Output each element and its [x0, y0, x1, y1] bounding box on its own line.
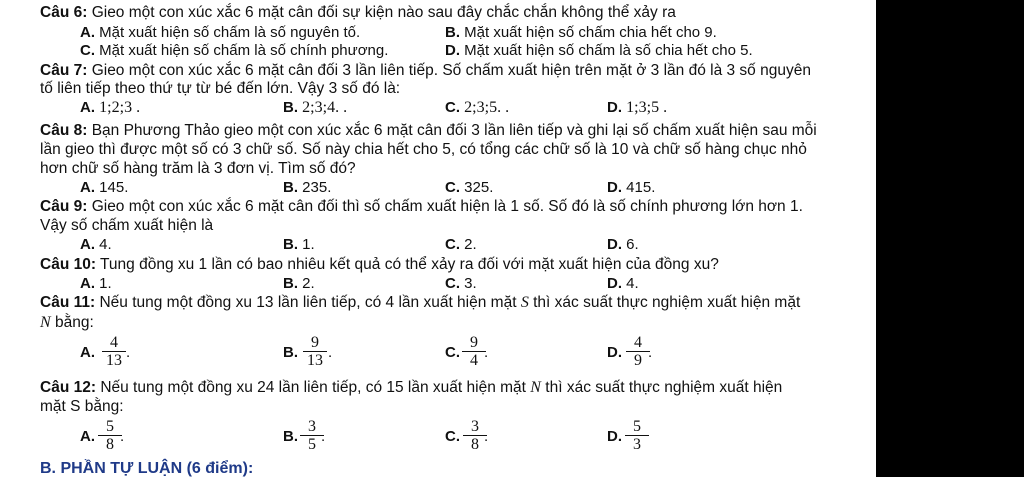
q11-option-b-fraction: $\frac{9}{13}$: [303, 334, 327, 369]
q9-option-d: D. 6.: [607, 236, 639, 253]
question-label: Câu 11:: [40, 294, 96, 311]
q9-option-a: A. 4.: [80, 236, 112, 253]
question-11: Câu 11: Nếu tung một đồng xu 13 lần liên tiếp, có 4 lần xuất hiện mặt S thì xác suất thực nghiệm xuất hiện mặt: [40, 294, 801, 311]
q11-option-c-label: C.: [445, 344, 460, 361]
question-8-line-2: lần gieo thì được một số có 3 chữ số. Số này chia hết cho 5, có tổng các chữ số là 10 và chữ số hàng chục nhỏ: [40, 141, 807, 158]
question-text: Gieo một con xúc xắc 6 mặt cân đối thì số chấm xuất hiện là 1 số. Số đó là số chính phương lớn hơn 1.: [91, 198, 803, 215]
question-12: Câu 12: Nếu tung một đồng xu 24 lần liên tiếp, có 15 lần xuất hiện mặt N thì xác suất thực nghiệm xuất hiện: [40, 379, 783, 396]
q12-option-a-fraction: $\frac{5}{8}$: [98, 418, 122, 453]
q6-option-c: C. Mặt xuất hiện số chấm là số chính phương.: [80, 42, 389, 59]
question-7-line-2: tố liên tiếp theo thứ tự từ bé đến lớn. Vậy 3 số đó là:: [40, 80, 401, 97]
q8-option-a: A. 145.: [80, 179, 129, 196]
q11-option-c-fraction: $\frac{9}{4}$: [462, 334, 486, 369]
question-text: Gieo một con xúc xắc 6 mặt cân đối sự kiện nào sau đây chắc chắn không thể xảy ra: [91, 4, 676, 21]
q10-option-a: A. 1.: [80, 275, 112, 292]
section-b-heading: B. PHẦN TỰ LUẬN (6 điểm):: [40, 460, 254, 477]
variable-n: N: [40, 314, 51, 331]
question-8-line-3: hơn chữ số hàng trăm là 3 đơn vị. Tìm số đó?: [40, 160, 356, 177]
question-6: [40, 4, 676, 22]
q12-option-d-fraction: $\frac{5}{3}$: [625, 418, 649, 453]
question-9-line-2: Vậy số chấm xuất hiện là: [40, 217, 214, 234]
question-8: [40, 122, 817, 140]
q12-option-d-label: D.: [607, 428, 622, 445]
variable-n: N: [530, 379, 541, 396]
question-label: Câu 12:: [40, 379, 96, 396]
question-label: Câu 9:: [40, 198, 88, 215]
q10-option-b: B. 2.: [283, 275, 315, 292]
question-label: Câu 10:: [40, 256, 96, 273]
question-text: Tung đồng xu 1 lần có bao nhiêu kết quả có thể xảy ra đối với mặt xuất hiện của đồng xu?: [100, 256, 719, 273]
q6-option-d: D. Mặt xuất hiện số chấm là số chia hết cho 5.: [445, 42, 753, 59]
question-11-line-2: N bằng:: [40, 314, 94, 331]
question-label: Câu 7:: [40, 62, 88, 79]
question-text: Bạn Phương Thảo gieo một con xúc xắc 6 mặt cân đối 3 lần liên tiếp và ghi lại số chấm xuất hiện sau mỗi: [91, 122, 817, 139]
question-7: [40, 62, 811, 80]
q6-option-a: A. Mặt xuất hiện số chấm là số nguyên tố.: [80, 24, 361, 41]
q10-option-c: C. 3.: [445, 275, 477, 292]
q6-option-b: B. Mặt xuất hiện số chấm chia hết cho 9.: [445, 24, 717, 41]
q11-option-d-fraction: $\frac{4}{9}$: [626, 334, 650, 369]
q8-option-b: B. 235.: [283, 179, 332, 196]
q12-option-b-label: B.: [283, 428, 298, 445]
q7-option-a: A. 1;2;3 .: [80, 99, 141, 116]
question-text: Gieo một con xúc xắc 6 mặt cân đối 3 lần liên tiếp. Số chấm xuất hiện trên mặt ở 3 lần đó là 3 số nguyên: [91, 62, 811, 79]
q11-option-a-label: A.: [80, 344, 95, 361]
q9-option-c: C. 2.: [445, 236, 477, 253]
q7-option-c: C. 2;3;5. .: [445, 99, 510, 116]
question-10: [40, 256, 719, 274]
q7-option-d: D. 1;3;5 .: [607, 99, 668, 116]
question-12-line-2: mặt S bằng:: [40, 398, 124, 415]
variable-s: S: [520, 294, 529, 311]
q9-option-b: B. 1.: [283, 236, 315, 253]
q11-option-d-label: D.: [607, 344, 622, 361]
q12-option-a-label: A.: [80, 428, 95, 445]
q10-option-d: D. 4.: [607, 275, 639, 292]
q8-option-c: C. 325.: [445, 179, 494, 196]
question-label: Câu 8:: [40, 122, 88, 139]
question-9: [40, 198, 803, 216]
q7-option-b: B. 2;3;4. .: [283, 99, 348, 116]
q8-option-d: D. 415.: [607, 179, 656, 196]
q11-option-b-label: B.: [283, 344, 298, 361]
question-label: Câu 6:: [40, 4, 88, 21]
q12-option-b-fraction: $\frac{3}{5}$: [300, 418, 324, 453]
document-page: Câu 6: Gieo một con xúc xắc 6 mặt cân đối sự kiện nào sau đây chắc chắn không thể xảy ra A. Mặt xuất hiện số chấm là số nguyên tố. B. Mặt xuất hiện số chấm chia hết cho 9. C. Mặt xuất hiện số chấm là số chính phương. D. Mặt xuất hiện số chấm là số chia hết cho 5. Câu 7: Gieo một con xúc xắc 6 mặt cân đối 3 lần liên tiếp. Số chấm xuất hiện trên mặt ở 3 lần đó là 3 số nguyên tố liên tiếp theo thứ tự từ bé đến lớn. Vậy 3 số đó là: A. 1;2;3 . B. 2;3;4. . C. 2;3;5. . D. 1;3;5 . Câu 8: Bạn Phương Thảo gieo một con xúc xắc 6 mặt cân đối 3 lần liên tiếp và ghi lại số chấm xuất hiện sau mỗi lần gieo thì được một số có 3 chữ số. Số này chia hết cho 5, có tổng các chữ số là 10 và chữ số hàng chục nhỏ hơn chữ số hàng trăm là 3 đơn vị. Tìm số đó? A. 145. B. 235. C. 325. D. 415. Câu 9: Gieo một con xúc xắc 6 mặt cân đối thì số chấm xuất hiện là 1 số. Số đó là số chính phương lớn hơn 1. Vậy số chấm xuất hiện là A. 4. B. 1. C. 2. D. 6. Câu 10: Tung đồng xu 1 lần có bao nhiêu kết quả có thể xảy ra đối với mặt xuất hiện của đồng xu? A. 1. B. 2. C. 3. D. 4. Câu 11: Nếu tung một đồng xu 13 lần liên tiếp, có 4 lần xuất hiện mặt S thì xác suất thực nghiệm xuất hiện mặt N bằng: A. $\frac{4}{13}$ . B. $\frac{9}{13}$ . C. $\frac{9}{4}$ . D. $\frac{4}{9}$ . Câu 12: Nếu tung một đồng xu 24 lần liên tiếp, có 15 lần xuất hiện mặt N thì xác suất thực nghiệm xuất hiện mặt S bằng: A. $\frac{5}{8}$ . B. $\frac{3}{5}$ . C. $\frac{3}{8}$ . D. $\frac{5}{3}$ B. PHẦN TỰ LUẬN (6 điểm):: [0, 0, 876, 477]
q12-option-c-fraction: $\frac{3}{8}$: [463, 418, 487, 453]
q11-option-a-fraction: $\frac{4}{13}$: [102, 334, 126, 369]
q12-option-c-label: C.: [445, 428, 460, 445]
